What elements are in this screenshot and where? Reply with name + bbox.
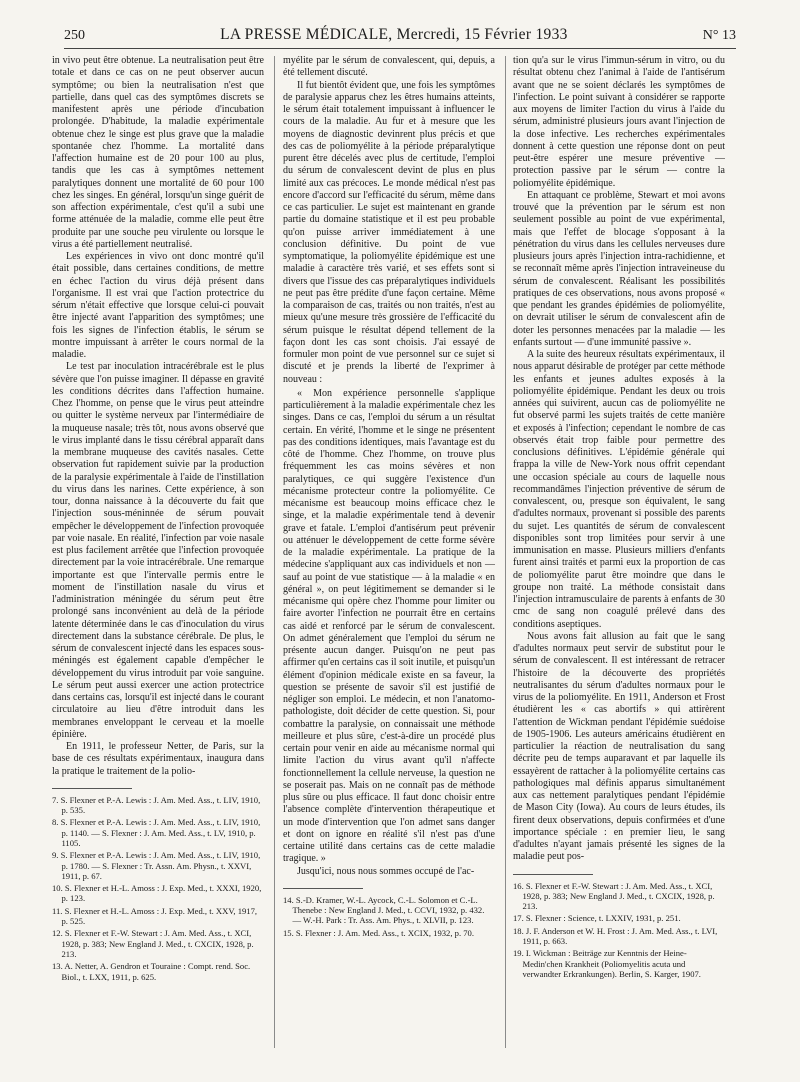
page-number: 250: [64, 28, 85, 43]
footnote: 14. S.-D. Kramer, W.-L. Aycock, C.-L. Solomon et C.-L. Thenebe : New England J. Med., t. CCVI, 1932, p. 432. — W.-H. Park : Tr. Ass. Am. Phys., t. XLVII, p. 123.: [283, 894, 485, 926]
footnote: 16. S. Flexner et F.-W. Stewart : J. Am. Med. Ass., t. XCI, 1928, p. 383; New England J. Med., t. CXCIX, 1928, p. 213.: [513, 880, 715, 912]
quotation: [283, 388, 495, 866]
paragraph: Les expériences in vivo ont donc montré qu'il était possible, dans certaines conditions, de mettre en échec l'action du virus déjà présent dans l'organisme. Il est vrai que l'action protectrice du sérum n'était effective que lorsque celui-ci pouvait être injecté avant l'apparition des symptômes; une fois les signes de l'infection établis, le sérum se montre impuissant à arrêter le cours normal de la maladie.: [52, 251, 264, 360]
footnote: 19. I. Wickman : Beiträge zur Kenntnis der Heine-Medin'chen Krankheit (Poliomyelitis acuta und verwandter Erkrankungen). Berlin, S. Karger, 1907.: [513, 948, 701, 979]
footnote: 17. S. Flexner : Science, t. LXXIV, 1931, p. 251.: [513, 913, 681, 924]
column-separator: [274, 56, 275, 1048]
paragraph: En attaquant ce problème, Stewart et moi avons trouvé que la prévention par le sérum est non seulement possible au point de vue expérimental, mais que l'effet de blocage s'opposant à la pénétration du virus dans les cellules nerveuses dure plusieurs jours après l'injection intra-rachidienne, et se reconnaît même après l'injection intraveineuse du sérum de convalescent. Réalisant les possibilités pratiques de ces observations, nous avons proposé « que pendant les grandes épidémies de poliomyélite, on devrait utiliser le sérum de convalescent afin de doter les personnes menacées par la maladie — les enfants surtout — d'une immunité passive ».: [513, 189, 725, 348]
footnote-rule: [283, 888, 363, 889]
footnote: 8. S. Flexner et P.-A. Lewis : J. Am. Med. Ass., t. LIV, 1910, p. 1140. — S. Flexner : J. Am. Med. Ass., t. LV, 1910, p. 1105.: [52, 817, 261, 848]
footnote: 18. J. F. Anderson et W. H. Frost : J. Am. Med. Ass., t. LVI, 1911, p. 663.: [513, 925, 718, 946]
footnotes: [513, 881, 725, 980]
journal-title: LA PRESSE MÉDICALE, Mercredi, 15 Février 1933: [220, 26, 568, 43]
column-3: [513, 55, 725, 1065]
footnote: 13. A. Netter, A. Gendron et Touraine : Compt. rend. Soc. Biol., t. LXX, 1911, p. 625.: [52, 961, 251, 982]
header-rule: [64, 48, 736, 49]
footnotes: [283, 895, 495, 938]
paragraph: « Mon expérience personnelle s'applique particulièrement à la maladie expérimentale chez les singes. Dans ce cas, l'emploi du sérum a un résultat certain. En vérité, l'homme et le singe ne présentent pas des conditions identiques, mais l'avantage est du côté de l'homme. Chez l'homme, on trouve plus fréquemment les cas moins sévères et non paralytiques, ce qui suggère l'existence d'un mécanisme protecteur contre la poliomyélite. Ce mécanisme est beaucoup moins efficace chez le singe, et la maladie expérimentale tend à devenir grave et fatale. L'emploi d'antisérum peut prévenir ou atténuer le développement de cette forme sévère de la maladie expérimentale. La pratique de la médecine s'appliquant aux cas individuels et non — sauf au point de vue statistique — à la maladie « en général », on peut légitimement se demander si le mécanisme qui opère chez l'homme pour limiter ou faire avorter l'infection ne pourrait être en certains cas aidé et renforcé par le sérum de convalescent. On admet généralement que l'emploi du sérum ne présente aucun danger. Puisqu'on ne peut pas affirmer qu'en certains cas il soit inutile, et puisqu'un élément d'opinion médicale existe en sa faveur, la question se présente de savoir s'il est justifié de négliger son emploi. Le médecin, et non l'anatomo-pathologiste, doit décider de cette question. Si, pour combattre la paralysie, on connaissait une méthode meilleure et plus sûre, c'est-à-dire un procédé plus certain pour venir en aide au mécanisme normal qui limite l'action du virus avant qu'il n'affecte fonctionnellement la cellule nerveuse, la question ne se poserait pas. Mais on ne connaît pas de méthode plus sûre ou plus efficace. Il faut donc choisir entre l'absence complète d'intervention thérapeutique et un mode d'intervention que l'on admet sans danger et dont on ignore en réalité s'il n'est pas d'une certaine utilité dans certains cas de cette maladie tragique. »: [283, 387, 495, 865]
footnote-rule: [52, 788, 132, 789]
footnote: 7. S. Flexner et P.-A. Lewis : J. Am. Med. Ass., t. LIV, 1910, p. 535.: [52, 794, 261, 816]
paragraph: in vivo peut être obtenue. La neutralisation peut être totale et dans ce cas on ne peut observer aucun symptôme; ou bien la neutralisation n'est que partielle, dans quel cas des symptômes discrets se manifestent après une période d'incubation prolongée. D'habitude, la maladie expérimentale obtenue chez le singe est plus grave que la maladie spontanée chez l'homme. La mortalité dans l'affection humaine est de 20 pour 100 au plus, tandis que les cas à symptômes nettement paralytiques donnent une mortalité de 60 pour 100 chez les singes. En général, lorsqu'un singe guérit de son affection expérimentale, c'est qu'il a subi une forme atténuée de la maladie, comme elle peut être produite par une souche peu virulente ou lorsque le virus a été partiellement neutralisé.: [52, 55, 264, 250]
column-1: [52, 55, 264, 1065]
footnotes: [52, 795, 264, 982]
footnote: 9. S. Flexner et P.-A. Lewis : J. Am. Med. Ass., t. LIV, 1910, p. 1780. — S. Flexner : Tr. Assn. Am. Physn., t. XXVI, 1911, p. 67.: [52, 850, 261, 881]
column-separator: [505, 56, 506, 1048]
footnote: 12. S. Flexner et F.-W. Stewart : J. Am. Med. Ass., t. XCI, 1928, p. 383; New England J. Med., t. CXCIX, 1928, p. 213.: [52, 928, 254, 959]
footnote: 10. S. Flexner et H.-L. Amoss : J. Exp. Med., t. XXXI, 1920, p. 123.: [52, 883, 262, 904]
footnote: 11. S. Flexner et H.-L. Amoss : J. Exp. Med., t. XXV, 1917, p. 525.: [52, 905, 258, 927]
paragraph: Il fut bientôt évident que, une fois les symptômes de paralysie apparus chez les êtres humains atteints, le sérum était totalement impuissant à influencer le cours de la maladie. Au fur et à mesure que les moyens de diagnostic devinrent plus précis et que des cas de poliomyélite à la période préparalytique purent être décelés avec plus de certitude, l'emploi du sérum de convalescent devint de plus en plus limité aux cas précoces. Le monde médical n'est pas encore d'accord sur l'efficacité du sérum, même dans ce cas particulier. Le sujet est maintenant en grande partie du domaine statistique et il est peu probable qu'on puisse arriver immédiatement à une conclusion définitive. Du point de vue symptomatique, la poliomyélite épidémique est une maladie à caractère très varié, et ses effets sont si divers que l'issue des cas préparalytiques individuels ne peut pas être prédite d'une façon certaine. Même la comparaison de cas, traités ou non traités, n'est au mieux qu'une mesure très grossière de l'efficacité du sérum puisque le résultat dépend tellement de la façon dont les cas sont choisis. J'ai essayé de formuler mon point de vue personnel sur ce sujet si discuté et je prends la liberté de l'exprimer à nouveau :: [283, 79, 495, 385]
paragraph: tion qu'a sur le virus l'immun-sérum in vitro, ou du résultat obtenu chez l'animal à l'aide de l'antisérum avant que ne se soient déclarés les symptômes de l'infection. Le point suivant à considérer se rapporte aux moyens de limiter l'action du virus à l'aide du sérum, administré plusieurs jours avant l'injection de la dose infective. Les recherches expérimentales donnent à cette question une réponse dont on peut peut-être espérer une mesure préventive — protection passive par le sérum — contre la poliomyélite épidémique.: [513, 55, 725, 189]
paragraph: Nous avons fait allusion au fait que le sang d'adultes normaux peut servir de substitut pour le sérum de convalescent. Il est intéressant de retracer l'histoire de la découverte des propriétés neutralisantes du sérum d'adultes normaux pour le virus de la poliomyélite. En 1911, Anderson et Frost étudièrent les « cas abortifs » qui attirèrent l'attention de Wickman pendant l'épidémie suédoise de 1905-1906. Les auteurs américains étudièrent en particulier la réaction de neutralisation du sang décrite peu de temps auparavant et par laquelle ils essayèrent de rattacher à la poliomyélite certains cas pathologiques mal définis apparus simultanément aux cas nettement paralytiques pendant l'épidémie de Mason City (Iowa). Au cours de leurs études, ils firent deux observations, depuis confirmées et d'une importance spéciale : en premier lieu, le sang d'adultes n'ayant jamais présenté les signes de la maladie peut pos-: [513, 630, 725, 863]
running-header: [64, 26, 736, 48]
paragraph: A la suite des heureux résultats expérimentaux, il nous apparut désirable de protéger par cette méthode les enfants et jeunes adultes exposés à la poliomyélite épidémique. Pendant les deux ou trois années qui suivirent, aucun cas de poliomyélite ne fut observé parmi les sujets traités de cette manière et exposés à l'infection; cependant le nombre de cas observés était trop faible pour permettre des conclusions définitives. L'épidémie générale qui frappa la ville de New-York nous offrit cependant une occasion spéciale au cours de laquelle nous recommandâmes l'injection préventive de sérum de convalescent, ou, presque son équivalent, le sang d'adultes normaux, provenant si possible des parents du sujet. Les quantités de sérum de convalescent disponibles sont trop limitées pour servir à une immunisation en masse. Plusieurs milliers d'enfants furent ainsi traités et parmi eux la proportion de cas de poliomyélite parut être moindre que dans le groupe non traité. La méthode consistait dans l'injection intramusculaire de parents à enfants de 30 cmc de sang non coagulé prélevé dans des conditions aseptiques.: [513, 349, 725, 630]
paragraph: Le test par inoculation intracérébrale est le plus sévère que l'on puisse imaginer. Il dépasse en gravité les conditions décrites dans l'affection humaine. Chez l'homme, on pense que le virus peut atteindre ou quitter le système nerveux par l'intermédiaire de la muqueuse nasale; très tôt, nous avons observé que le virus implanté dans le tissu cérébral apparaît dans la membrane muqueuse des cavités nasales. Cette observation fut rapidement suivie par la production de la paralysie expérimentale à l'aide de l'instillation du virus dans les narines. Cette expérience, à son tour, donna naissance à la découverte du fait que l'injection sous-méninnée de sérum pouvait empêcher le développement de l'infection provoquée par voie nasale. En réalité, l'infection par voie nasale est plus facilement arrêtée que l'infection provoquée directement par la voie intracérébrale. Une remarque importante est que l'intervalle permis entre le moment de l'instillation nasale du virus et l'administration méningée du sérum peut être prolongé sans inconvénient au delà de la période latente déterminée dans le cas d'inoculation du virus directement dans la substance cérébrale. De plus, le sérum de convalescent injecté dans les espaces sous-méningés est également capable d'empêcher le développement du virus introduit par voie sanguine. Le sérum peut aussi exercer une action protectrice dans certains cas, lorsqu'il est injecté dans le courant circulatoire au lieu d'être introduit dans les membranes enveloppant le cerveau et la moelle épinière.: [52, 361, 264, 740]
paragraph: Jusqu'ici, nous nous sommes occupé de l'ac-: [297, 865, 475, 877]
column-2: [283, 55, 495, 1065]
paragraph: myélite par le sérum de convalescent, qui, depuis, a été tellement discuté.: [283, 55, 495, 79]
footnote-rule: [513, 874, 593, 875]
paragraph: En 1911, le professeur Netter, de Paris, sur la base de ces résultats expérimentaux, inaugura dans la pratique le traitement de la polio-: [52, 741, 264, 777]
issue-number: N° 13: [702, 28, 736, 43]
footnote: 15. S. Flexner : J. Am. Med. Ass., t. XCIX, 1932, p. 70.: [283, 927, 474, 938]
